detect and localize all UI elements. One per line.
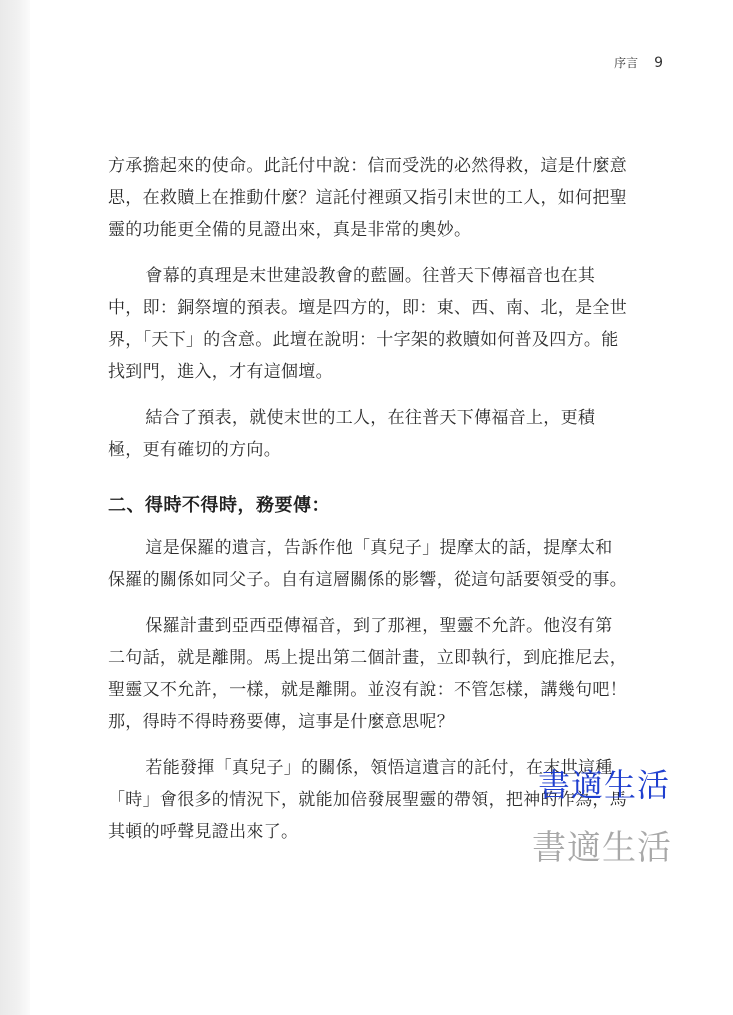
body-text	[108, 150, 628, 848]
running-header	[614, 54, 663, 71]
section-title: 序言	[614, 56, 639, 70]
paragraph-2: 會幕的真理是末世建設教會的藍圖。往普天下傳福音也在其中，即：銅祭壇的預表。壇是四方的，即：東、西、南、北，是全世界，「天下」的含意。此壇在說明：十字架的救贖如何普及四方。能找到門，進入，才有這個壇。	[108, 266, 627, 382]
watermark-gray: 書適生活	[532, 828, 672, 868]
watermark-blue: 書適生活	[538, 766, 671, 804]
paragraph-1: 方承擔起來的使命。此託付中說：信而受洗的必然得救，這是什麼意思，在救贖上在推動什麼？這託付裡頭又指引末世的工人，如何把聖靈的功能更全備的見證出來，真是非常的奧妙。	[108, 156, 627, 240]
section-heading: 二、得時不得時，務要傳：	[108, 495, 330, 516]
paragraph-3: 結合了預表，就使末世的工人，在往普天下傳福音上，更積極，更有確切的方向。	[108, 408, 596, 460]
paragraph-4: 這是保羅的遺言，告訴作他「真兒子」提摩太的話，提摩太和保羅的關係如同父子。自有這層關係的影響，從這句話要領受的事。	[108, 538, 627, 590]
page-number: 9	[654, 55, 663, 71]
paragraph-5: 保羅計畫到亞西亞傳福音，到了那裡，聖靈不允許。他沒有第二句話，就是離開。馬上提出第二個計畫，立即執行，到庇推尼去，聖靈又不允許，一樣，就是離開。並沒有說：不管怎樣，講幾句吧！那，得時不得時務要傳，這事是什麼意思呢？	[108, 616, 627, 732]
paragraph-6: 若能發揮「真兒子」的關係，領悟這遺言的託付，在末世這種「時」會很多的情況下，就能加倍發展聖靈的帶領，把神的作為，馬其頓的呼聲見證出來了。	[108, 758, 627, 842]
page-gutter-shadow	[0, 0, 30, 1015]
